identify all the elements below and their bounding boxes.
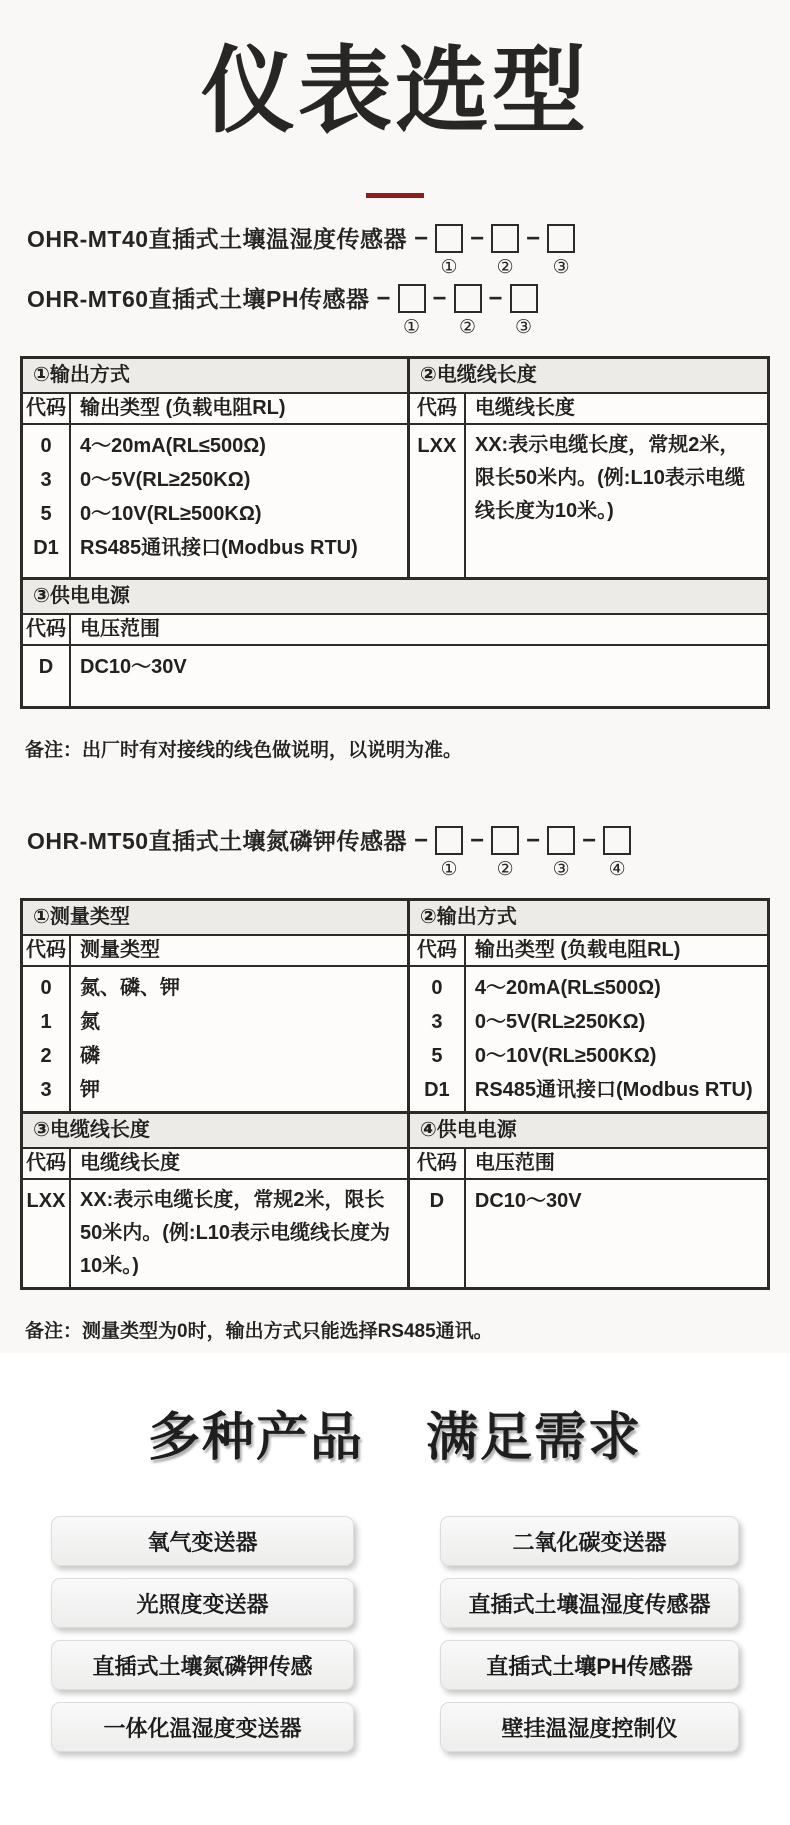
code-value: D [38,655,54,678]
position-number: ② [459,316,477,338]
code-value: 3 [40,468,52,491]
code-desc: 0～5V(RL≥250KΩ) [474,1010,646,1033]
output-mode-header: ①输出方式 [23,359,407,394]
code-slot-1 [435,224,463,278]
code-value: D [429,1189,445,1212]
power-supply-column-headers [23,615,767,646]
power-supply-subtable [23,580,767,706]
code-desc: 4～20mA(RL≤500Ω) [80,434,266,457]
desc-column-header: 输出类型 (负载电阻RL) [80,396,286,419]
position-number: ③ [552,858,570,880]
position-number: ① [440,858,458,880]
position-number: ③ [552,256,570,278]
power-supply-rows [23,646,767,706]
code-box [547,224,575,253]
model-line-mt50 [27,826,790,884]
code-box [603,826,631,855]
position-number: ③ [515,316,533,338]
code-value: 3 [40,1078,52,1101]
code-desc: 氮、磷、钾 [80,976,180,999]
output-mode-rows [23,425,407,577]
dash-separator: − [414,224,429,252]
dash-separator: − [414,826,429,854]
model-name-mt40: OHR-MT40直插式土壤温湿度传感器 [27,225,408,252]
code-box [398,284,426,313]
output-mode-subtable [23,359,410,577]
power-supply-header: ④供电电源 [410,1114,767,1149]
measure-type-column-headers [23,936,407,967]
code-desc: RS485通讯接口(Modbus RTU) [80,536,358,559]
output-mode-header: ②输出方式 [410,901,767,936]
title-divider [366,193,424,198]
power-supply-rows [410,1180,767,1287]
note-mt40-mt60: 备注：出厂时有对接线的线色做说明，以说明为准。 [25,739,463,761]
cable-length-rows [410,425,767,577]
code-slot-3 [547,826,575,880]
code-desc: 0～10V(RL≥500KΩ) [474,1044,657,1067]
code-desc: XX:表示电缆长度，常规2米，限长50米内。(例:L10表示电缆线长度为10米。) [474,433,745,522]
desc-column-header: 电缆线长度 [474,396,575,419]
code-desc: 氮 [80,1010,100,1033]
output-mode-column-headers [23,394,407,425]
measure-type-subtable [23,901,410,1111]
dash-separator: − [470,224,485,252]
product-button-soil-npk-sensor[interactable]: 直插式土壤氮磷钾传感 [51,1640,354,1690]
code-value: 0 [40,976,52,999]
code-value: 5 [40,502,52,525]
code-slot-4 [603,826,631,880]
cable-and-power-section [23,1114,767,1287]
code-value: D1 [424,1078,450,1101]
code-box [435,224,463,253]
code-desc: 4～20mA(RL≤500Ω) [474,976,661,999]
products-heading [0,1353,790,1470]
products-heading-right: 满足需求 [426,1409,643,1467]
code-slot-3 [547,224,575,278]
model-code-line-mt50 [27,826,790,884]
code-desc: 0～10V(RL≥500KΩ) [80,502,262,525]
position-number: ② [496,858,514,880]
desc-column-header: 电压范围 [474,1151,555,1174]
code-value: 1 [40,1010,52,1033]
cable-length-column-headers [410,394,767,425]
code-slot-3 [510,284,538,338]
model-name-mt60: OHR-MT60直插式土壤PH传感器 [27,285,370,312]
code-box [510,284,538,313]
desc-column-header: 电缆线长度 [80,1151,180,1174]
products-section [0,1353,790,1825]
code-box [491,224,519,253]
position-number: ① [403,316,421,338]
dash-separator: − [526,224,541,252]
dash-separator: − [582,826,597,854]
code-desc: XX:表示电缆长度，常规2米，限长50米内。(例:L10表示电缆线长度为10米。) [80,1188,391,1277]
code-column-header: 代码 [410,394,466,423]
note-mt50: 备注：测量类型为0时，输出方式只能选择RS485通讯。 [25,1320,493,1342]
product-button-illuminance-transmitter[interactable]: 光照度变送器 [51,1578,354,1628]
code-box [454,284,482,313]
cable-length-column-headers [23,1149,407,1180]
cable-length-header: ②电缆线长度 [410,359,767,394]
page-title: 仪表选型 [200,38,589,143]
code-desc: DC10～30V [80,655,187,678]
code-column-header: 代码 [23,936,71,965]
position-number: ④ [608,858,626,880]
code-column-header: 代码 [23,615,71,644]
code-column-header: 代码 [410,936,466,965]
mt40-mt60-selection-table [20,356,770,709]
code-column-header: 代码 [23,394,71,423]
cable-length-header: ③电缆线长度 [23,1114,407,1149]
dash-separator: − [470,826,485,854]
model-line-mt40 [27,224,790,282]
code-column-header: 代码 [23,1149,71,1178]
code-slot-1 [398,284,426,338]
power-supply-column-headers [410,1149,767,1180]
measure-type-header: ①测量类型 [23,901,407,936]
product-button-grid [51,1516,739,1752]
product-button-oxygen-transmitter[interactable]: 氧气变送器 [51,1516,354,1566]
code-column-header: 代码 [410,1149,466,1178]
code-desc: 钾 [80,1078,100,1101]
code-value: 0 [431,976,443,999]
product-button-soil-ph-sensor[interactable]: 直插式土壤PH传感器 [440,1640,739,1690]
output-mode-column-headers [410,936,767,967]
dash-separator: − [432,284,447,312]
desc-column-header: 输出类型 (负载电阻RL) [474,938,681,961]
power-supply-header: ③供电电源 [23,580,767,615]
code-slot-1 [435,826,463,880]
cable-length-rows [23,1180,407,1287]
code-slot-2 [491,224,519,278]
product-button-wall-mounted-temp-humidity-controller[interactable]: 壁挂温湿度控制仪 [440,1702,739,1752]
position-number: ② [496,256,514,278]
product-button-soil-temp-humidity-sensor[interactable]: 直插式土壤温湿度传感器 [440,1578,739,1628]
code-desc: 0～5V(RL≥250KΩ) [80,468,251,491]
position-number: ① [440,256,458,278]
code-value: LXX [26,1189,66,1212]
mt50-selection-table [20,898,770,1290]
dash-separator: − [526,826,541,854]
products-heading-left: 多种产品 [147,1409,364,1467]
code-box [547,826,575,855]
model-line-mt60 [27,284,790,342]
output-mode-subtable [410,901,767,1111]
power-supply-subtable [410,1114,767,1287]
code-value: 5 [431,1044,443,1067]
code-value: D1 [33,536,59,559]
output-mode-rows [410,967,767,1111]
product-button-integrated-temp-humidity-transmitter[interactable]: 一体化温湿度变送器 [51,1702,354,1752]
code-slot-2 [454,284,482,338]
desc-column-header: 测量类型 [80,938,160,961]
code-value: 3 [431,1010,443,1033]
model-name-mt50: OHR-MT50直插式土壤氮磷钾传感器 [27,827,408,854]
code-value: 2 [40,1044,52,1067]
measure-type-rows [23,967,407,1111]
cable-length-subtable [23,1114,410,1287]
product-button-co2-transmitter[interactable]: 二氧化碳变送器 [440,1516,739,1566]
model-code-lines-mt40-mt60 [27,224,790,342]
code-value: LXX [417,434,457,457]
code-desc: RS485通讯接口(Modbus RTU) [474,1078,753,1101]
code-box [491,826,519,855]
code-value: 0 [40,434,52,457]
code-desc: DC10～30V [474,1189,582,1212]
desc-column-header: 电压范围 [80,617,160,640]
code-slot-2 [491,826,519,880]
code-desc: 磷 [80,1044,100,1067]
dash-separator: − [376,284,391,312]
code-box [435,826,463,855]
dash-separator: − [488,284,503,312]
cable-length-subtable [410,359,767,577]
